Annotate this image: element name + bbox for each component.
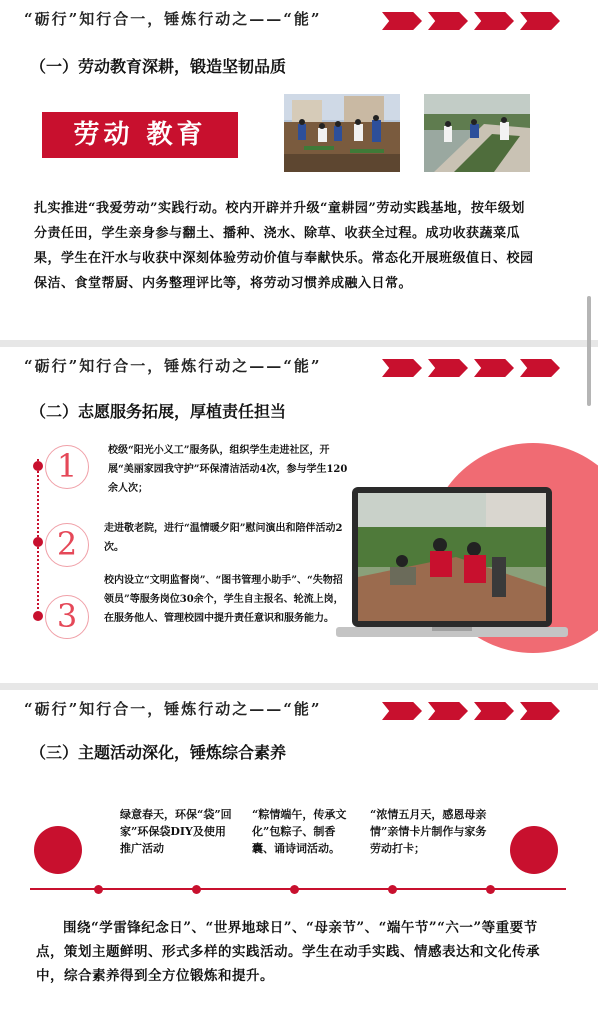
chevron-decoration [382,12,562,30]
list-dot [33,611,43,621]
panel-divider [0,340,598,347]
list-number-2: 2 [45,523,89,567]
panel-labor-education [0,0,598,340]
timeline-circle-right [510,826,558,874]
timeline-dot [290,885,299,894]
labor-paragraph: 扎实推进“我爱劳动”实践行动。校内开辟并升级“童耕园”劳动实践基地，按年级划分责任田，学生亲身参与翻土、播种、浇水、除草、收获全过程。成功收获蔬菜瓜果，学生在汗水与收获中深刻体验劳动价值与奉献快乐。常态化开展班级值日、校园保洁、食堂帮厨、内务整理评比等，将劳动习惯养成融入日常。 [34,201,534,291]
chevron-decoration [382,359,562,377]
list-number-3: 3 [45,595,89,639]
labor-education-label: 劳动 教育 [42,112,238,158]
list-item: 校级“阳光小义工”服务队，组织学生走进社区，开展“美丽家园我守护”环保清洁活动4次，参与学生120余人次； [108,445,348,494]
section-banner: “砺行”知行合一，锤炼行动之——“能” [24,357,322,375]
section-banner: “砺行”知行合一，锤炼行动之——“能” [24,10,322,28]
list-connector [37,459,39,609]
laptop-photo [336,487,568,647]
list-dot [33,537,43,547]
section-banner: “砺行”知行合一，锤炼行动之——“能” [24,700,322,718]
list-item: 校内设立“文明监督岗”、“图书管理小助手”、“失物招领员”等服务岗位30余个，学生自主报名、轮流上岗，在服务他人、管理校园中提升责任意识和服务能力。 [104,575,344,624]
section-title: （三）主题活动深化，锤炼综合素养 [30,743,287,762]
theme-paragraph: 围绕“学雷锋纪念日”、“世界地球日”、“母亲节”、“端午节”“六一”等重要节点，策划主题鲜明、形式多样的实践活动。学生在动手实践、情感表达和文化传承中，综合素养得到全方位锻炼和提升。 [36,920,540,984]
chevron-decoration [382,702,562,720]
section-title: （二）志愿服务拓展，厚植责任担当 [30,402,287,421]
labor-photo-field [284,94,400,172]
timeline-dot [388,885,397,894]
labor-photo-garden [424,94,530,172]
list-dot [33,461,43,471]
panel-divider [0,683,598,690]
timeline-item: “粽情端午，传承文化”包粽子、制香囊、诵诗词活动。 [252,808,347,855]
scrollbar[interactable] [587,296,591,406]
timeline-dot [192,885,201,894]
panel-volunteer-service [0,347,598,683]
timeline-circle-left [34,826,82,874]
section-title: （一）劳动教育深耕，锻造坚韧品质 [30,57,287,76]
timeline-item: “浓情五月天，感恩母亲情”亲情卡片制作与家务劳动打卡； [370,808,487,855]
timeline-dot [486,885,495,894]
list-item: 走进敬老院，进行“温情暖夕阳”慰问演出和陪伴活动2次。 [104,523,343,553]
timeline-item: 绿意春天，环保“袋”回家”环保袋DIY及使用推广活动 [120,808,232,855]
timeline-dot [94,885,103,894]
list-number-1: 1 [45,445,89,489]
